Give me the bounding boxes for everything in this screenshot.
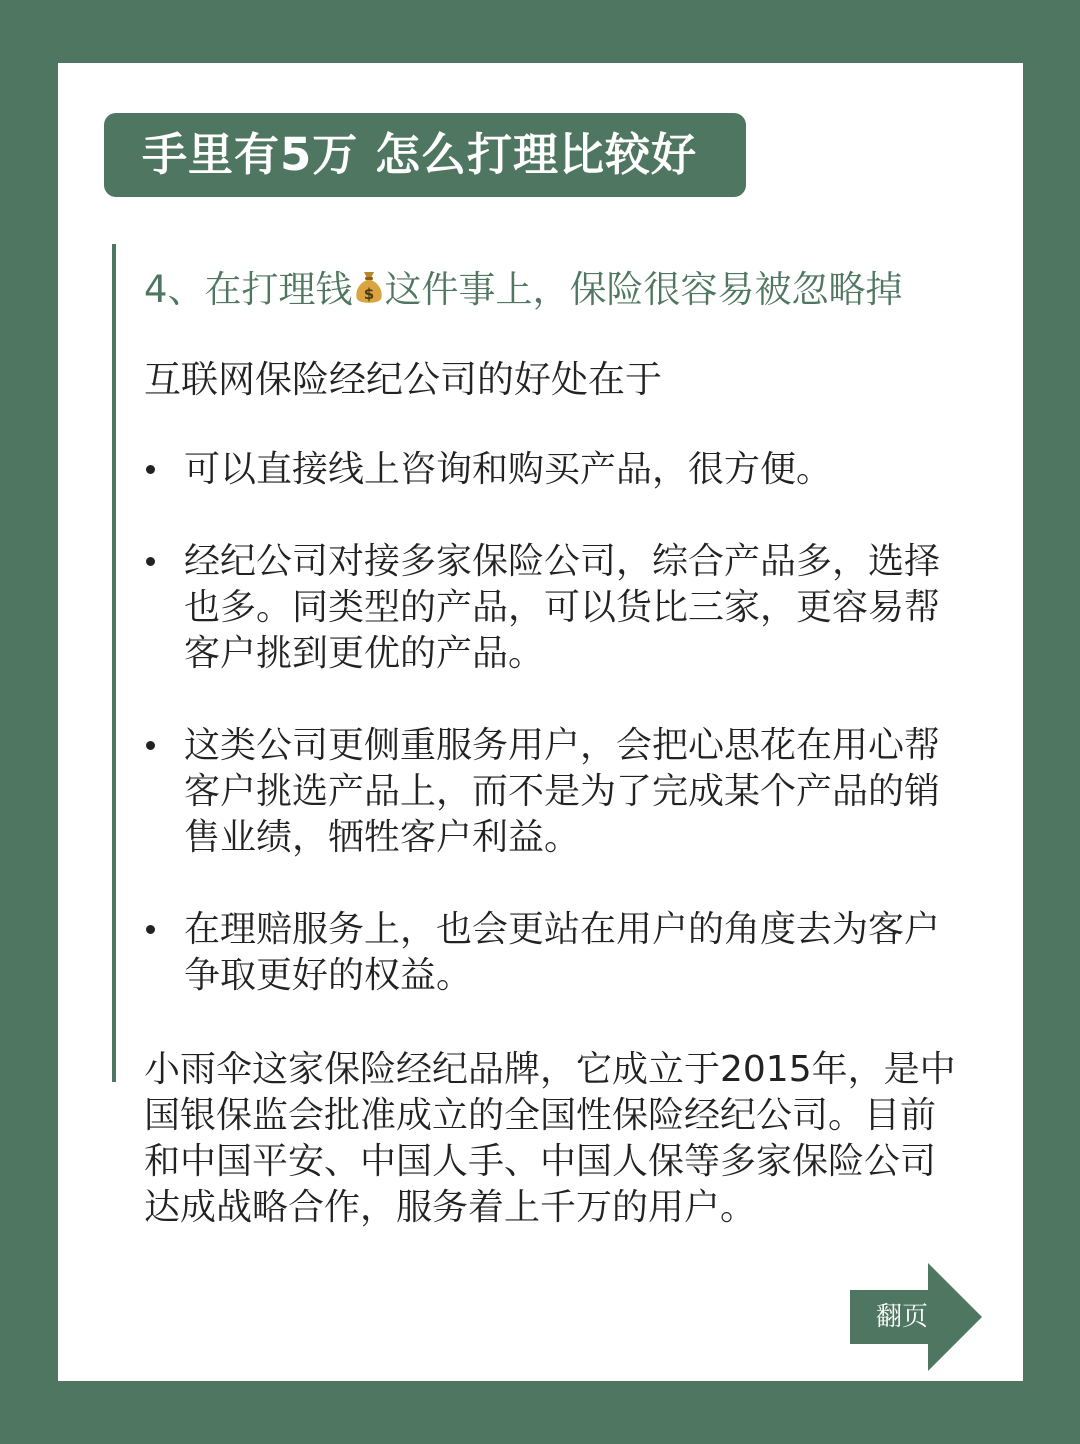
list-item-text: 这类公司更侧重服务用户，会把心思花在用心帮客户挑选产品上，而不是为了完成某个产品的销售业绩，牺牲客户利益。 <box>184 725 941 858</box>
list-item <box>144 539 954 677</box>
list-item-text: 在理赔服务上，也会更站在用户的角度去为客户争取更好的权益。 <box>184 909 941 996</box>
list-item-text: 可以直接线上咨询和购买产品，很方便。 <box>184 449 833 490</box>
section-heading <box>144 263 903 317</box>
arrow-right-icon <box>850 1263 982 1371</box>
list-item <box>144 907 954 999</box>
bullet-dot-icon <box>146 557 155 566</box>
next-page-label: 翻页 <box>875 1302 928 1332</box>
bullet-dot-icon <box>146 741 155 750</box>
content-card <box>58 63 1023 1381</box>
section-heading-suffix: 这件事上，保险很容易被忽略掉 <box>384 268 903 311</box>
bullet-dot-icon <box>146 925 155 934</box>
company-description: 小雨伞这家保险经纪品牌，它成立于2015年，是中国银保监会批准成立的全国性保险经纪公司。目前和中国平安、中国人手、中国人保等多家保险公司达成战略合作，服务着上千万的用户。 <box>144 1049 956 1228</box>
list-item <box>144 447 954 493</box>
next-page-button[interactable] <box>850 1263 982 1371</box>
benefits-list <box>144 447 954 1045</box>
list-item <box>144 723 954 861</box>
page-title: 手里有5万 怎么打理比较好 <box>142 128 697 181</box>
intro-text: 互联网保险经纪公司的好处在于 <box>144 358 662 401</box>
title-banner <box>104 113 746 197</box>
money-bag-icon <box>353 263 385 317</box>
list-item-text: 经纪公司对接多家保险公司，综合产品多，选择也多。同类型的产品，可以货比三家，更容易帮客户挑到更优的产品。 <box>184 541 941 674</box>
svg-text:$: $ <box>363 285 374 303</box>
bullet-dot-icon <box>146 465 155 474</box>
section-heading-prefix: 4、在打理钱 <box>144 268 353 311</box>
left-accent-rule <box>112 244 116 1082</box>
